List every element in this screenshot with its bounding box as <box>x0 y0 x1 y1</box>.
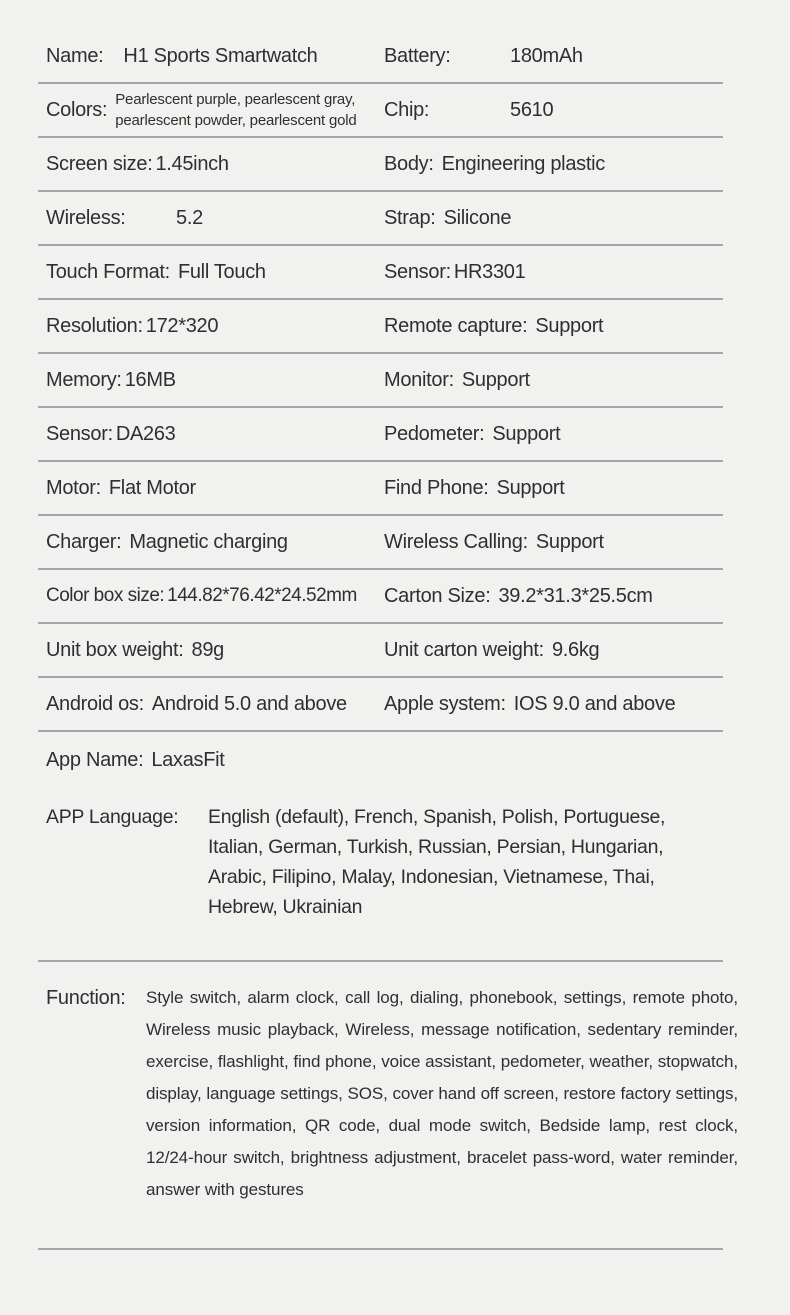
spec-value: 9.6kg <box>551 638 600 661</box>
spec-value: Android 5.0 and above <box>151 692 347 715</box>
spec-label: Strap: <box>384 206 436 229</box>
spec-label: Body: <box>384 152 434 175</box>
spec-cell-touch-format <box>38 261 384 284</box>
spec-label: Android os: <box>46 692 144 715</box>
spec-value: Flat Motor <box>108 476 196 499</box>
spec-label: Unit box weight: <box>46 638 184 661</box>
app-name-value: LaxasFit <box>151 748 225 771</box>
spec-cell-monitor <box>384 369 723 392</box>
spec-cell-body <box>384 153 723 176</box>
spec-cell-unit-box-weight <box>38 639 384 662</box>
spec-row-colors-chip <box>38 84 723 138</box>
function-label: Function: <box>46 987 126 1009</box>
spec-cell-strap <box>384 207 723 230</box>
spec-row-resolution-capture <box>38 300 723 354</box>
spec-sheet <box>38 0 738 1250</box>
function-row <box>38 962 738 1250</box>
spec-cell-remote-capture <box>384 315 723 338</box>
spec-value: HR3301 <box>453 260 526 283</box>
spec-value: Support <box>492 422 561 445</box>
spec-label: Resolution: <box>46 314 143 337</box>
spec-cell-android-os <box>38 693 384 716</box>
spec-label: Colors: <box>46 98 108 121</box>
spec-row-motor-findphone <box>38 462 723 516</box>
spec-row-sensor-pedometer <box>38 408 723 462</box>
spec-label: Memory: <box>46 368 122 391</box>
spec-cell-sensor-hr <box>384 261 723 284</box>
spec-value: 89g <box>191 638 224 661</box>
spec-label: Find Phone: <box>384 476 489 499</box>
spec-value: H1 Sports Smartwatch <box>123 44 318 67</box>
spec-label: Sensor: <box>46 422 113 445</box>
spec-label: Pedometer: <box>384 422 485 445</box>
spec-row-name-battery <box>38 30 723 84</box>
spec-label: Touch Format: <box>46 260 170 283</box>
spec-value: Silicone <box>443 206 512 229</box>
spec-row-wireless-strap <box>38 192 723 246</box>
spec-cell-unit-carton-weight <box>384 639 723 662</box>
spec-cell-charger <box>38 531 384 554</box>
spec-value: 144.82*76.42*24.52mm <box>167 585 357 606</box>
spec-value: Support <box>496 476 565 499</box>
spec-label: Chip: <box>384 98 430 121</box>
spec-value: Support <box>535 530 604 553</box>
spec-cell-chip <box>384 99 723 122</box>
spec-value: 172*320 <box>145 314 219 337</box>
app-language-label: APP Language: <box>46 806 179 828</box>
function-value: Style switch, alarm clock, call log, dialing, phonebook, settings, remote photo, Wireless music playback, Wireless, message notification, sedentary reminder, exercise, flashlight, find phone, voice assistant, pedometer, weather, stopwatch, display, language settings, SOS, cover hand off screen, restore factory settings, version information, QR code, dual mode switch, Bedside lamp, rest clock, 12/24-hour switch, brightness adjustment, bracelet pass-word, water reminder, answer with gestures <box>146 988 738 1199</box>
spec-label: Sensor: <box>384 260 451 283</box>
spec-label: Remote capture: <box>384 314 528 337</box>
spec-cell-wireless <box>38 207 384 230</box>
spec-row-touch-sensor <box>38 246 723 300</box>
spec-label: Battery: <box>384 44 451 67</box>
spec-cell-name <box>38 45 384 68</box>
spec-label: Carton Size: <box>384 584 491 607</box>
spec-value: 16MB <box>124 368 176 391</box>
spec-value: Magnetic charging <box>129 530 288 553</box>
spec-value: 180mAh <box>510 44 583 67</box>
spec-value: DA263 <box>115 422 176 445</box>
spec-label: Wireless: <box>46 206 126 229</box>
app-language-row <box>38 788 723 962</box>
spec-value: IOS 9.0 and above <box>513 692 676 715</box>
spec-value: Support <box>461 368 530 391</box>
spec-cell-color-box-size <box>38 585 384 607</box>
spec-row-charger-calling <box>38 516 723 570</box>
spec-value: 1.45inch <box>155 152 229 175</box>
spec-cell-colors <box>38 89 384 131</box>
spec-label: Name: <box>46 44 104 67</box>
spec-cell-carton-size <box>384 585 723 608</box>
spec-label: Color box size: <box>46 585 165 606</box>
spec-label: Charger: <box>46 530 122 553</box>
spec-label: Motor: <box>46 476 101 499</box>
spec-cell-find-phone <box>384 477 723 500</box>
spec-label: Monitor: <box>384 368 454 391</box>
spec-value: Full Touch <box>177 260 266 283</box>
spec-row-memory-monitor <box>38 354 723 408</box>
spec-row-android-apple <box>38 678 723 732</box>
spec-cell-wireless-calling <box>384 531 723 554</box>
spec-value: Support <box>535 314 604 337</box>
spec-cell-pedometer <box>384 423 723 446</box>
spec-cell-memory <box>38 369 384 392</box>
spec-cell-sensor-da <box>38 423 384 446</box>
spec-value: Engineering plastic <box>441 152 605 175</box>
spec-value: Pearlescent purple, pearlescent gray, pearlescent powder, pearlescent gold <box>115 91 357 129</box>
spec-label: Apple system: <box>384 692 506 715</box>
spec-row-screen-body <box>38 138 723 192</box>
app-language-value: English (default), French, Spanish, Polish, Portuguese, Italian, German, Turkish, Russian, Persian, Hungarian, Arabic, Filipino, Malay, Indonesian, Vietnamese, Thai, Hebrew, Ukrainian <box>208 806 666 918</box>
app-name-label: App Name: <box>46 748 144 771</box>
spec-cell-battery <box>384 45 723 68</box>
spec-value: 5.2 <box>176 206 203 229</box>
spec-label: Screen size: <box>46 152 153 175</box>
spec-label: Wireless Calling: <box>384 530 528 553</box>
spec-cell-apple-system <box>384 693 723 716</box>
spec-row-boxweight-cartonweight <box>38 624 723 678</box>
spec-row-boxsize-cartonsize <box>38 570 723 624</box>
spec-value: 5610 <box>510 98 554 121</box>
app-name-row <box>38 732 723 788</box>
spec-label: Unit carton weight: <box>384 638 544 661</box>
spec-cell-resolution <box>38 315 384 338</box>
spec-value: 39.2*31.3*25.5cm <box>498 584 653 607</box>
spec-cell-screen-size <box>38 153 384 176</box>
spec-cell-motor <box>38 477 384 500</box>
